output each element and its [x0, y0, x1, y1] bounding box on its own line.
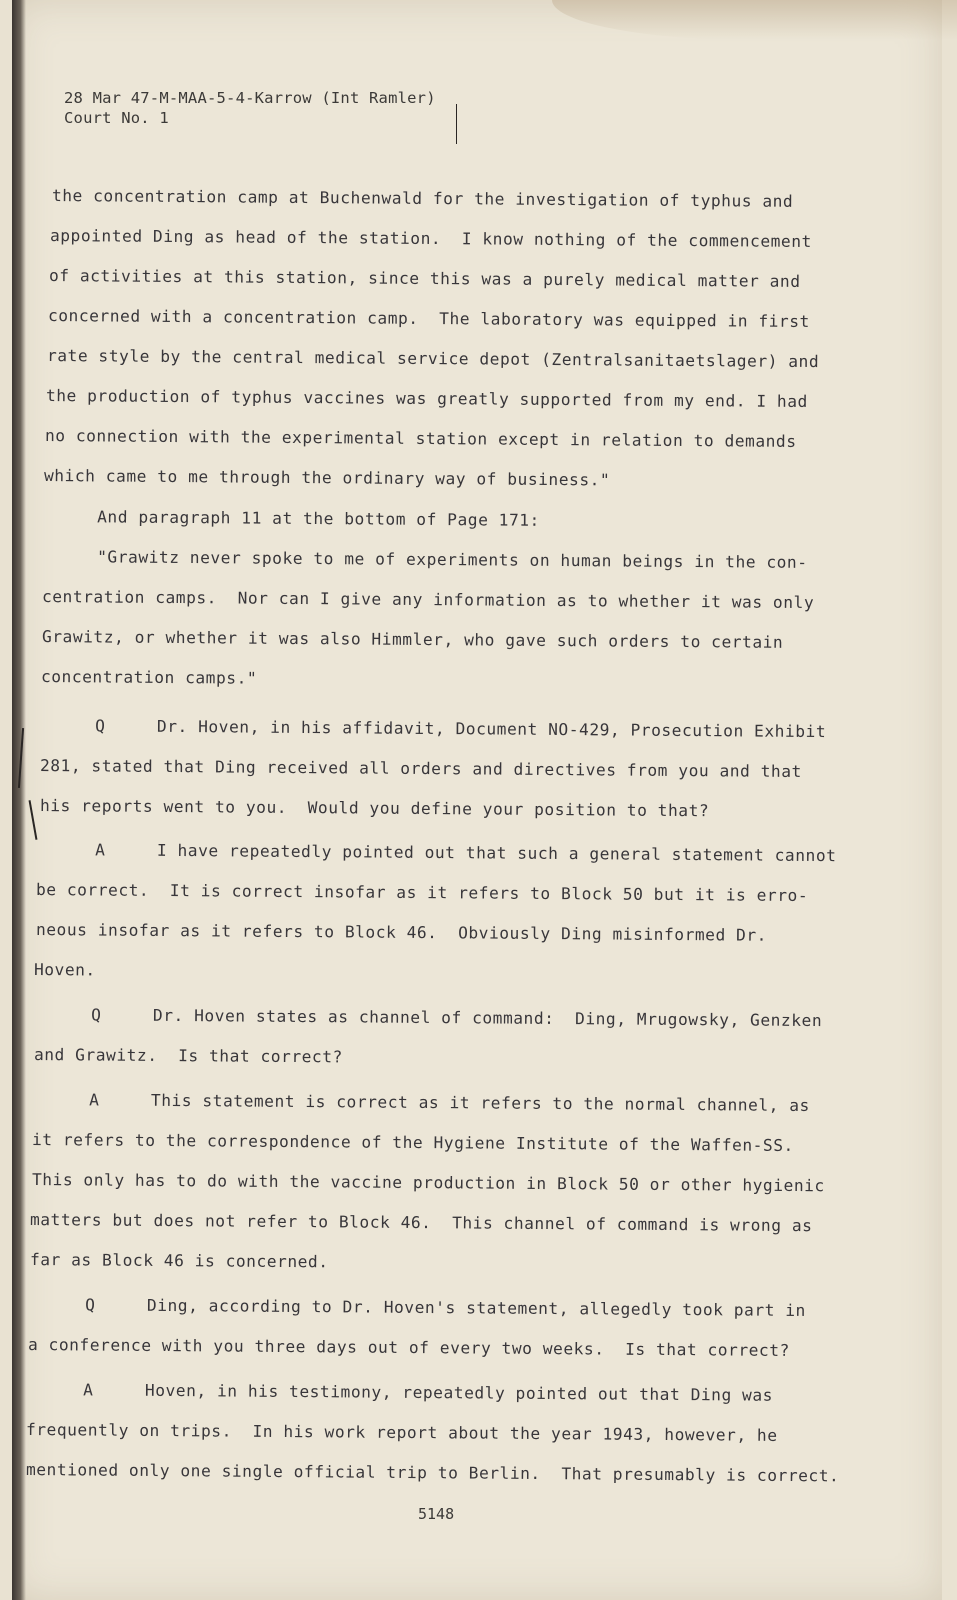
text-line: Q Ding, according to Dr. Hoven's statement, allegedly took part in [43, 1295, 806, 1320]
text-line: it refers to the correspondence of the Hygiene Institute of the Waffen-SS. [31, 1130, 794, 1155]
text-line: 281, stated that Ding received all orders and directives from you and that [39, 756, 802, 781]
text-line: far as Block 46 is concerned. [29, 1250, 329, 1272]
text-line: the concentration camp at Buchenwald for the investigation of typhus and [51, 186, 794, 211]
text-line: centration camps. Nor can I give any information as to whether it was only [41, 587, 815, 613]
text-line: Q Dr. Hoven, in his affidavit, Document NO-429, Prosecution Exhibit [53, 716, 827, 742]
text-line: A I have repeatedly pointed out that such a general statement cannot [53, 840, 837, 866]
text-line: which came to me through the ordinary way of business." [43, 466, 611, 490]
page-edge-shadow [12, 0, 26, 1600]
text-line: rate style by the central medical service depot (Zentralsanitaetslager) and [46, 346, 820, 372]
text-line: Hoven. [33, 960, 96, 980]
paper-stain [552, 0, 957, 40]
text-line: and Grawitz. Is that correct? [33, 1045, 343, 1067]
text-line: his reports went to you. Would you define your position to that? [39, 796, 710, 821]
text-line: mentioned only one single official trip to Berlin. That presumably is correct. [25, 1460, 840, 1486]
text-line: matters but does not refer to Block 46. This channel of command is wrong as [29, 1210, 813, 1236]
margin-mark [29, 800, 38, 840]
text-line: A This statement is correct as it refers to the normal channel, as [47, 1090, 810, 1115]
text-line: concentration camps." [40, 667, 258, 688]
text-line: of activities at this station, since this was a purely medical matter and [48, 266, 801, 291]
text-line: concerned with a concentration camp. The laboratory was equipped in first [47, 306, 810, 331]
page-number: 5148 [418, 1505, 455, 1523]
text-line: a conference with you three days out of every two weeks. Is that correct? [27, 1335, 790, 1360]
document-header [64, 88, 436, 128]
text-line: the production of typhus vaccines was greatly supported from my end. I had [45, 386, 808, 411]
text-line: no connection with the experimental station except in relation to demands [44, 426, 797, 451]
text-line: appointed Ding as head of the station. I know nothing of the commencement [49, 226, 812, 251]
text-line: This only has to do with the vaccine production in Block 50 or other hygienic [31, 1170, 825, 1196]
text-line: frequently on trips. In his work report about the year 1943, however, he [25, 1420, 778, 1445]
text-line: neous insofar as it refers to Block 46. Obviously Ding misinformed Dr. [35, 920, 768, 945]
text-line: And paragraph 11 at the bottom of Page 171: [55, 507, 540, 530]
text-line: A Hoven, in his testimony, repeatedly pointed out that Ding was [41, 1380, 774, 1405]
header-reference-line: 28 Mar 47-M-MAA-5-4-Karrow (Int Ramler) [64, 89, 436, 107]
text-line: "Grawitz never spoke to me of experiments on human beings in the con- [55, 547, 808, 572]
text-line: Grawitz, or whether it was also Himmler, who gave such orders to certain [41, 627, 784, 652]
header-court-line: Court No. 1 [64, 109, 169, 127]
text-line: be correct. It is correct insofar as it refers to Block 50 but it is erro- [35, 880, 809, 906]
margin-mark [456, 104, 457, 144]
text-line: Q Dr. Hoven states as channel of command: Ding, Mrugowsky, Genzken [49, 1005, 823, 1031]
document-page [12, 0, 942, 1600]
